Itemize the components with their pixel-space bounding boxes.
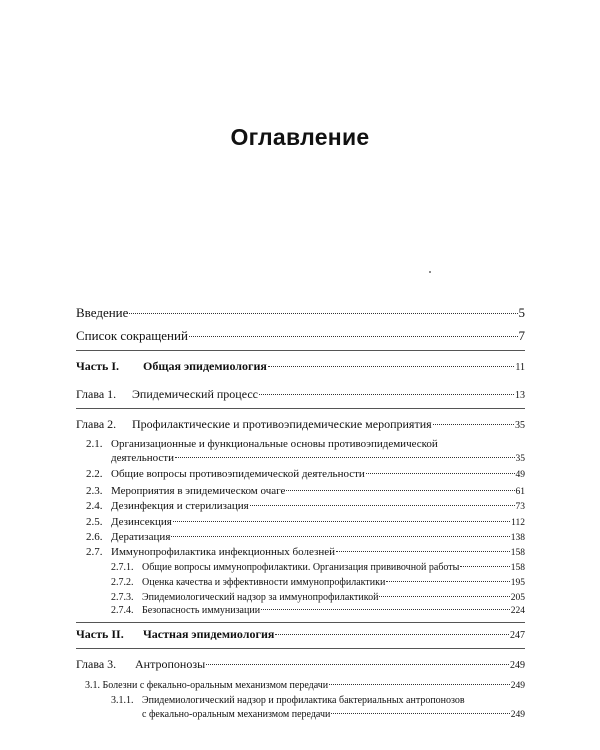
toc-entry-title: 3.1. Болезни с фекально-оральным механизмом передачи [85, 680, 329, 691]
toc-entry-2-7-3[interactable] [111, 592, 525, 604]
part-label: Часть I. [76, 359, 120, 373]
toc-entry-page: 195 [510, 578, 525, 588]
dot-leader [336, 551, 510, 552]
toc-entry-2-1-num: 2.1. [86, 438, 103, 450]
divider [76, 408, 525, 409]
toc-entry-page: 249 [510, 681, 525, 691]
dot-leader [175, 457, 515, 458]
section-number: 2.7.3. [111, 592, 134, 603]
dot-leader [206, 664, 509, 665]
toc-entry-2-1[interactable] [111, 452, 525, 465]
dot-leader [275, 634, 509, 635]
dot-leader [331, 713, 509, 714]
chapter-label: Глава 2. [76, 417, 117, 431]
toc-entry-3-1-1[interactable] [142, 709, 525, 721]
toc-entry-title: Профилактические и противоэпидемические мероприятия [132, 417, 432, 431]
toc-entry-abbrev[interactable] [76, 329, 525, 344]
dot-leader [173, 521, 510, 522]
toc-entry-page: 224 [510, 606, 525, 616]
toc-entry-page: 7 [518, 328, 525, 343]
toc-entry-page: 73 [515, 502, 525, 512]
section-number: 2.7. [86, 546, 103, 558]
toc-entry-2-7[interactable] [86, 546, 525, 559]
toc-entry-title: с фекально-оральным механизмом передачи [142, 709, 331, 720]
chapter-label: Глава 3. [76, 657, 117, 671]
divider [76, 622, 525, 623]
toc-entry-3-1-1-num: 3.1.1. [111, 695, 134, 706]
toc-entry-title: деятельности [111, 452, 174, 464]
toc-entry-2-5[interactable] [86, 516, 525, 529]
toc-entry-title: Список сокращений [76, 328, 188, 343]
toc-entry-page: 205 [510, 593, 525, 603]
toc-entry-title: Дезинсекция [111, 516, 172, 528]
divider [76, 648, 525, 649]
toc-entry-2-4[interactable] [86, 500, 525, 513]
toc-entry-2-2[interactable] [86, 468, 525, 481]
dot-leader [268, 366, 514, 367]
toc-entry-page: 5 [518, 305, 525, 320]
toc-entry-page: 249 [510, 710, 525, 720]
dot-leader [379, 596, 509, 597]
toc-entry-2-7-2[interactable] [111, 577, 525, 589]
section-number: 2.7.4. [111, 605, 134, 616]
dot-leader [329, 684, 510, 685]
page-title: Оглавление [230, 124, 370, 150]
toc-entry-part-2[interactable] [76, 628, 525, 642]
dot-leader [433, 424, 514, 425]
toc-entry-page: 13 [515, 390, 525, 401]
toc-entry-page: 247 [510, 630, 525, 641]
toc-entry-3-1-1-line1[interactable]: Эпидемиологический надзор и профилактика бактериальных антропонозов [142, 695, 465, 706]
toc-entry-chapter-1[interactable] [76, 388, 525, 402]
toc-entry-chapter-3[interactable] [76, 658, 525, 672]
section-number: 2.7.2. [111, 577, 134, 588]
toc-entry-page: 158 [510, 548, 525, 558]
toc-entry-page: 158 [510, 563, 525, 573]
toc-entry-title: Дератизация [111, 531, 171, 543]
toc-entry-page: 49 [515, 470, 525, 480]
section-number: 2.2. [86, 468, 103, 480]
dot-leader [171, 536, 509, 537]
toc-entry-title: Общие вопросы противоэпидемической деятельности [111, 468, 365, 480]
dot-leader [386, 581, 509, 582]
chapter-label: Глава 1. [76, 387, 117, 401]
section-number: 2.5. [86, 516, 103, 528]
dot-leader [259, 394, 514, 395]
toc-entry-intro[interactable] [76, 306, 525, 321]
toc-entry-title: Эпидемический процесс [132, 387, 258, 401]
section-number: 2.4. [86, 500, 103, 512]
dot-leader [250, 505, 515, 506]
toc-entry-2-3[interactable] [86, 485, 525, 498]
toc-entry-page: 61 [515, 487, 525, 497]
toc-entry-title: Мероприятия в эпидемическом очаге [111, 485, 286, 497]
toc-entry-2-7-1[interactable] [111, 562, 525, 574]
toc-entry-page: 35 [515, 454, 525, 464]
toc-entry-part-1[interactable] [76, 360, 525, 374]
toc-entry-chapter-2[interactable] [76, 418, 525, 432]
toc-entry-title: Безопасность иммунизации [142, 605, 261, 616]
toc-entry-title: Антропонозы [135, 657, 206, 671]
dot-leader [286, 490, 514, 491]
toc-entry-page: 249 [510, 660, 525, 671]
toc-entry-page: 138 [510, 533, 525, 543]
section-number: 2.3. [86, 485, 103, 497]
dot-leader [129, 313, 517, 314]
divider [76, 350, 525, 351]
toc-entry-2-6[interactable] [86, 531, 525, 544]
section-number: 2.7.1. [111, 562, 134, 573]
section-number: 2.6. [86, 531, 103, 543]
toc-entry-3-1[interactable] [85, 680, 525, 692]
toc-entry-page: 35 [515, 420, 525, 431]
toc-entry-page: 112 [511, 518, 525, 528]
toc-entry-title: Дезинфекция и стерилизация [111, 500, 249, 512]
toc-entry-2-7-4[interactable] [111, 605, 525, 617]
toc-entry-title: Эпидемиологический надзор за иммунопрофилактикой [142, 592, 379, 603]
toc-entry-title: Иммунопрофилактика инфекционных болезней [111, 546, 336, 558]
dot-leader [460, 566, 509, 567]
toc-entry-page: 11 [515, 362, 525, 373]
dot-leader [366, 473, 515, 474]
toc-entry-title: Общие вопросы иммунопрофилактики. Организация прививочной работы [142, 562, 460, 573]
toc-entry-title: Введение [76, 305, 129, 320]
dot-leader [261, 609, 510, 610]
part-label: Часть II. [76, 627, 124, 641]
toc-entry-title: Общая эпидемиология [143, 359, 267, 373]
toc-entry-title: Частная эпидемиология [143, 627, 275, 641]
toc-entry-2-1-line1[interactable]: Организационные и функциональные основы противоэпидемической [111, 438, 438, 450]
toc-entry-title: Оценка качества и эффективности иммунопрофилактики [142, 577, 386, 588]
dot-leader [189, 336, 518, 337]
